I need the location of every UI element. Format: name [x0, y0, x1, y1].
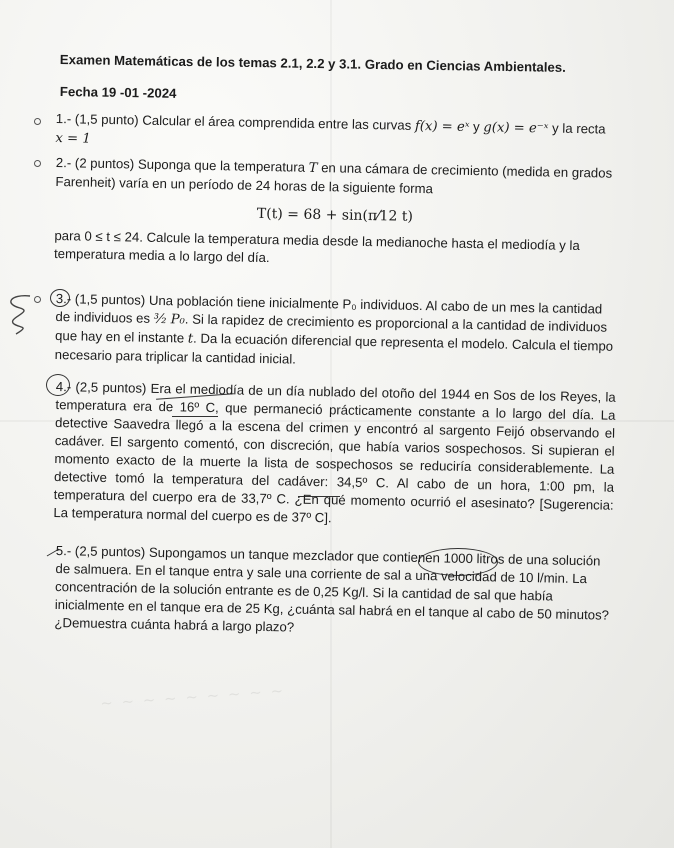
q3-math-p: ³⁄₂ P₀	[153, 311, 185, 328]
q3-text-b: . Si la rapidez de crecimiento es proporcional a la cantidad de individuos que hay en el instante	[54, 311, 608, 346]
q2-text-a: 2.- (2 puntos) Suponga que la temperatura	[55, 154, 309, 175]
question-5: 5.- (2,5 puntos) Supongamos un tanque mezclador que contienen 1000 litros de una solución de salmuera. En el tanque entra y sale una corriente de sal a una velocidad de 10 l/min. La concentración de la solución entrante es de 0,25 Kg/l. Si la cantidad de sal que había inicialmente en el tanque era de 25 Kg, ¿cuánta sal habrá en el tanque al cabo de 50 minutos? ¿Demuestra cuánta habrá a largo plazo?	[54, 542, 610, 635]
bullet-icon	[34, 296, 41, 303]
exam-date: Fecha 19 -01 -2024	[59, 84, 177, 101]
bullet-icon	[34, 118, 41, 125]
q1-text-a: 1.- (1,5 punto) Calcular el área comprendida entre las curvas	[55, 110, 416, 133]
q1-text-c: y la recta	[548, 120, 606, 137]
question-2	[54, 154, 616, 274]
q1-math-f: f(x) = eˣ	[414, 118, 470, 135]
q2-math-t: T	[308, 160, 318, 177]
margin-scribble-icon	[0, 290, 34, 345]
question-1	[55, 110, 616, 159]
q1-text-b: y	[469, 118, 484, 135]
question-4: 4.- (2,5 puntos) Era el mediodía de un día nublado del otoño del 1944 en Sos de los Reyes, la temperatura era de 16º C, que permaneció prácticamente constante a lo largo del día. La detective Saavedra llegó a la escena del crimen y encontró al sargento Feijó observando el cadáver. El sargento comentó, con discreción, que había varios sospechosos. Si supieran el momento exacto de la muerte la lista de sospechosos se reduciría considerablemente. La detective tomó la temperatura del cadáver: 34,5º C. Al cabo de un hora, 1:00 pm, la temperatura del cuerpo era de 33,7º C. ¿En qué momento ocurrió el asesinato? [Sugerencia: La temperatura normal del cuerpo es de 37º C].	[53, 378, 616, 526]
q1-math-g: g(x) = e⁻ˣ	[483, 120, 549, 137]
q3-text-c: . Da la ecuación diferencial que representa el modelo. Calcula el tiempo necesario para triplicar la cantidad inicial.	[54, 330, 614, 367]
q2-text-b: en una cámara de crecimiento (medida en grados Farenheit) varía en un período de 24 horas de la siguiente forma	[55, 160, 613, 197]
exam-title: Examen Matemáticas de los temas 2.1, 2.2 y 3.1. Grado en Ciencias Ambientales.	[59, 52, 566, 75]
q2-text-c: para 0 ≤ t ≤ 24. Calcule la temperatura media desde la medianoche hasta el mediodía y la temperatura media a lo largo del día.	[53, 227, 580, 266]
q3-math-t: t	[187, 331, 194, 347]
q3-text-a: 3.- (1,5 puntos) Una población tiene inicialmente P₀ individuos. Al cabo de un mes la cantidad de individuos es	[55, 290, 603, 326]
q1-math-x: x = 1	[55, 130, 91, 147]
q2-formula: T(t) = 68 + sin(π⁄12 t)	[256, 205, 414, 225]
bullet-icon	[34, 160, 41, 167]
question-3	[55, 290, 616, 375]
bleed-through-texture: ~ ~ ~ ~ ~ ~ ~ ~ ~	[99, 681, 286, 713]
